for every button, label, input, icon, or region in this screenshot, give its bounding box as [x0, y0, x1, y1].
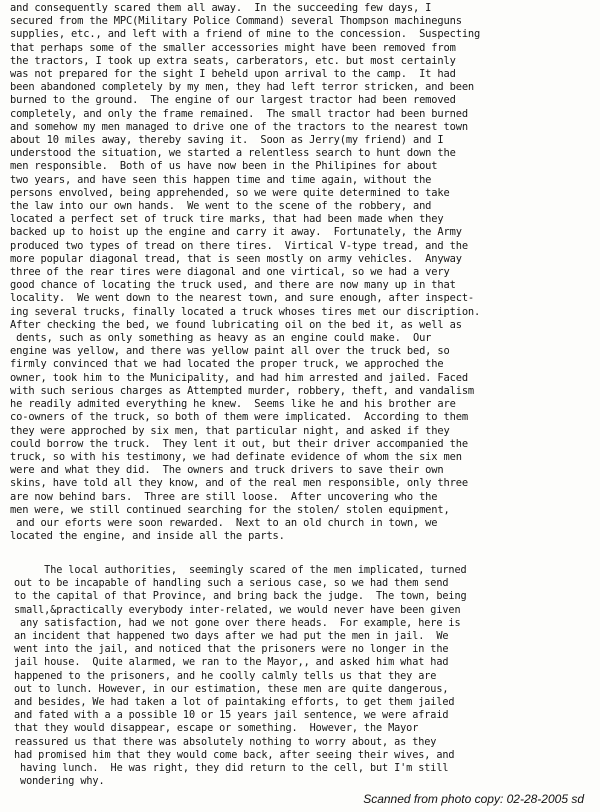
text-line: that perhaps some of the smaller accessories might have been removed from — [10, 41, 456, 54]
text-line: could borrow the truck. They lent it out, but their driver accompanied the — [10, 437, 468, 450]
text-line: are now behind bars. Three are still loose. After uncovering who the — [10, 490, 438, 503]
text-line: secured from the MPC(Military Police Command) several Thompson machineguns — [10, 15, 462, 28]
text-line: ing several trucks, finally located a truck whoses tires met our discription. — [10, 305, 481, 318]
text-line: the law into our own hands. We went to the scene of the robbery, and — [10, 200, 432, 213]
text-line: The local authorities, seemingly scared of the men implicated, turned — [14, 565, 467, 576]
text-line: wondering why. — [14, 776, 105, 788]
text-line: firmly convinced that we had located the proper truck, we approched the — [10, 358, 444, 371]
text-line: and besides, We had taken a lot of paintaking efforts, to get them jailed — [14, 697, 455, 709]
text-line: skins, have told all they know, and of the real men responsible, only three — [10, 477, 468, 490]
text-line: been abandoned completely by my men, they had left terror stricken, and been — [10, 81, 475, 94]
text-line: owner, took him to the Municipality, and had him arrested and jailed. Faced — [10, 371, 468, 384]
text-line: supplies, etc., and left with a friend of mine to the concession. Suspecting — [10, 28, 481, 41]
text-line: burned to the ground. The engine of our largest tractor had been removed — [10, 94, 456, 107]
text-line: reassured us that there was absolutely nothing to worry about, as they — [14, 736, 437, 748]
text-line: out to lunch. However, in our estimation, these men are quite dangerous, — [14, 683, 449, 695]
text-line: with such serious charges as Attempted murder, robbery, theft, and vandalism — [10, 384, 475, 397]
text-line: located the engine, and inside all the parts. — [10, 530, 285, 543]
text-line: produced two types of tread on there tires. Virtical V-type tread, and the — [10, 239, 468, 252]
text-line: the tractors, I took up extra seats, carberators, etc. but most certainly — [10, 54, 456, 67]
text-line: persons envolved, being apprehended, so we were quite determined to take — [10, 186, 450, 199]
text-line: about 10 miles away, thereby saving it. Soon as Jerry(my friend) and I — [10, 134, 444, 147]
text-line: was not prepared for the sight I beheld upon arrival to the camp. It had — [10, 68, 456, 81]
text-line: having lunch. He was right, they did return to the cell, but I'm still — [14, 763, 449, 775]
text-line: After checking the bed, we found lubricating oil on the bed it, as well as — [10, 318, 462, 331]
text-line: locality. We went down to the nearest town, and sure enough, after inspect- — [10, 292, 475, 305]
text-line: completely, and only the frame remained. The small tractor had been burned — [10, 107, 468, 120]
text-line: and consequently scared them all away. In the succeeding few days, I — [10, 2, 432, 14]
text-line: co-owners of the truck, so both of them were implicated. According to them — [10, 411, 468, 424]
text-line: two years, and have seen this happen time and time again, without the — [10, 173, 432, 186]
text-line: an incident that happened two days after we had put the men in jail. We — [14, 631, 449, 643]
text-line: out to be incapable of handling such a serious case, so we had them send — [14, 578, 449, 590]
text-line: he readily admited everything he knew. Seems like he and his brother are — [10, 398, 456, 411]
text-line: had promised him that they would come back, after seeing their wives, and — [14, 749, 455, 761]
text-line: and our eforts were soon rewarded. Next to an old church in town, we — [10, 516, 438, 529]
text-line: and somehow my men managed to drive one of the tractors to the nearest town — [10, 120, 468, 133]
scan-note: Scanned from photo copy: 02-28-2005 sd — [363, 792, 584, 806]
text-line: located a perfect set of truck tire marks, that had been made when they — [10, 213, 444, 226]
text-line: truck, so with his testimony, we had definate evidence of whom the six men — [10, 450, 462, 463]
text-line: any satisfaction, had we not gone over there heads. For example, here is — [14, 617, 461, 629]
text-line: to the capital of that Province, and bring back the judge. The town, being — [14, 591, 467, 603]
text-line: dents, such as only something as heavy as an engine could make. Our — [10, 332, 432, 345]
text-line: happened to the prisoners, and he coolly calmly tells us that they are — [14, 670, 437, 682]
text-line: jail house. Quite alarmed, we ran to the Mayor,, and asked him what had — [14, 657, 449, 669]
text-line: went into the jail, and noticed that the prisoners were no longer in the — [14, 644, 449, 656]
text-line: they were approched by six men, that particular night, and asked if they — [10, 424, 450, 437]
text-line: that they would disappear, escape or something. However, the Mayor — [14, 723, 419, 735]
text-line: engine was yellow, and there was yellow paint all over the truck bed, so — [10, 345, 450, 358]
text-line: and fated with a a possible 10 or 15 years jail sentence, we were afraid — [14, 710, 449, 722]
paragraph-1 — [10, 2, 594, 543]
text-line: were and what they did. The owners and truck drivers to save their own — [10, 464, 444, 477]
text-line: good chance of locating the truck used, and there are now many up in that — [10, 279, 456, 292]
text-line: backed up to hoist up the engine and carry it away. Fortunately, the Army — [10, 226, 462, 239]
text-line: small,&practically everybody inter-related, we would never have been given — [14, 604, 461, 616]
text-line: more popular diagonal tread, that is seen mostly on army vehicles. Anyway — [10, 252, 462, 265]
text-line: understood the situation, we started a relentless search to hunt down the — [10, 147, 456, 160]
paragraph-2 — [14, 564, 598, 788]
text-line: three of the rear tires were diagonal and one virtical, so we had a very — [10, 266, 450, 279]
text-line: men responsible. Both of us have now been in the Philipines for about — [10, 160, 438, 173]
text-line: men were, we still continued searching for the stolen/ stolen equipment, — [10, 503, 450, 516]
